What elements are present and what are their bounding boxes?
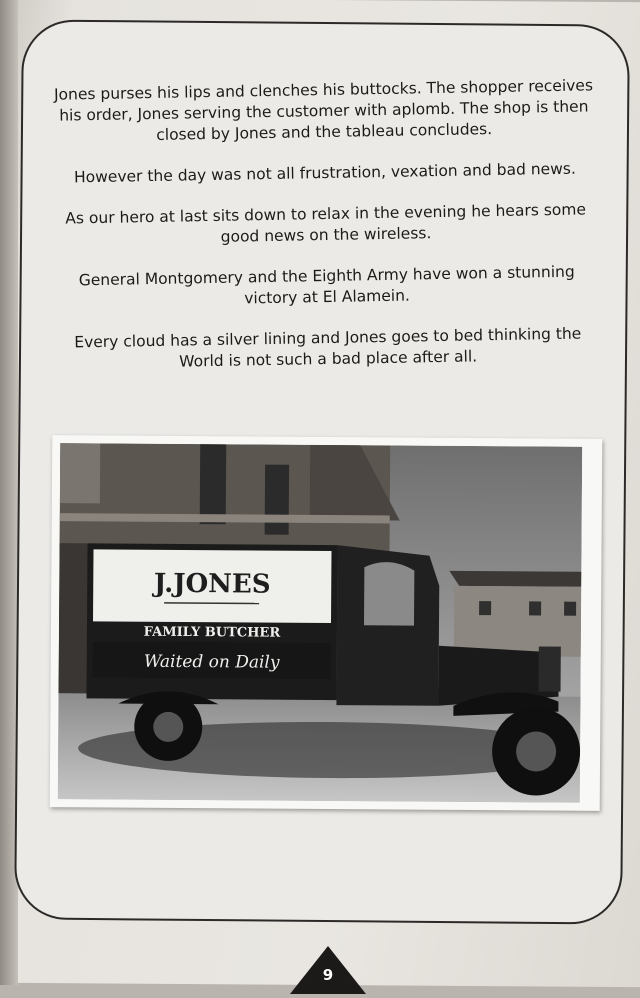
paragraph-3: As our hero at last sits down to relax in the evening he hears some good news on the wireless. [65, 200, 587, 246]
page-number: 9 [322, 966, 334, 984]
building-window [265, 465, 289, 535]
building-window [200, 444, 227, 524]
van-illustration [58, 443, 582, 803]
cottage-roof [449, 571, 581, 587]
van-trade: FAMILY BUTCHER [143, 624, 281, 641]
butcher-van-photo [50, 435, 603, 811]
paragraph-4: General Montgomery and the Eighth Army have won a stunning victory at El Alamein. [78, 262, 575, 308]
radiator [539, 646, 561, 691]
paragraph-1: Jones purses his lips and clenches his buttocks. The shopper receives his order, Jones serving the customer with aplomb. The shop is then closed by Jones and the tableau concludes. [53, 76, 594, 144]
cottages [454, 586, 581, 657]
page-number-tab [288, 944, 368, 994]
van-name: J.JONES [153, 568, 271, 600]
van-slogan: Waited on Daily [143, 651, 280, 673]
story-text [49, 75, 602, 395]
paragraph-2: However the day was not all frustration, vexation and bad news. [73, 159, 576, 187]
paragraph-5: Every cloud has a silver lining and Jones goes to bed thinking the World is not such a bad place after all. [74, 324, 582, 371]
cab-window [364, 562, 414, 626]
